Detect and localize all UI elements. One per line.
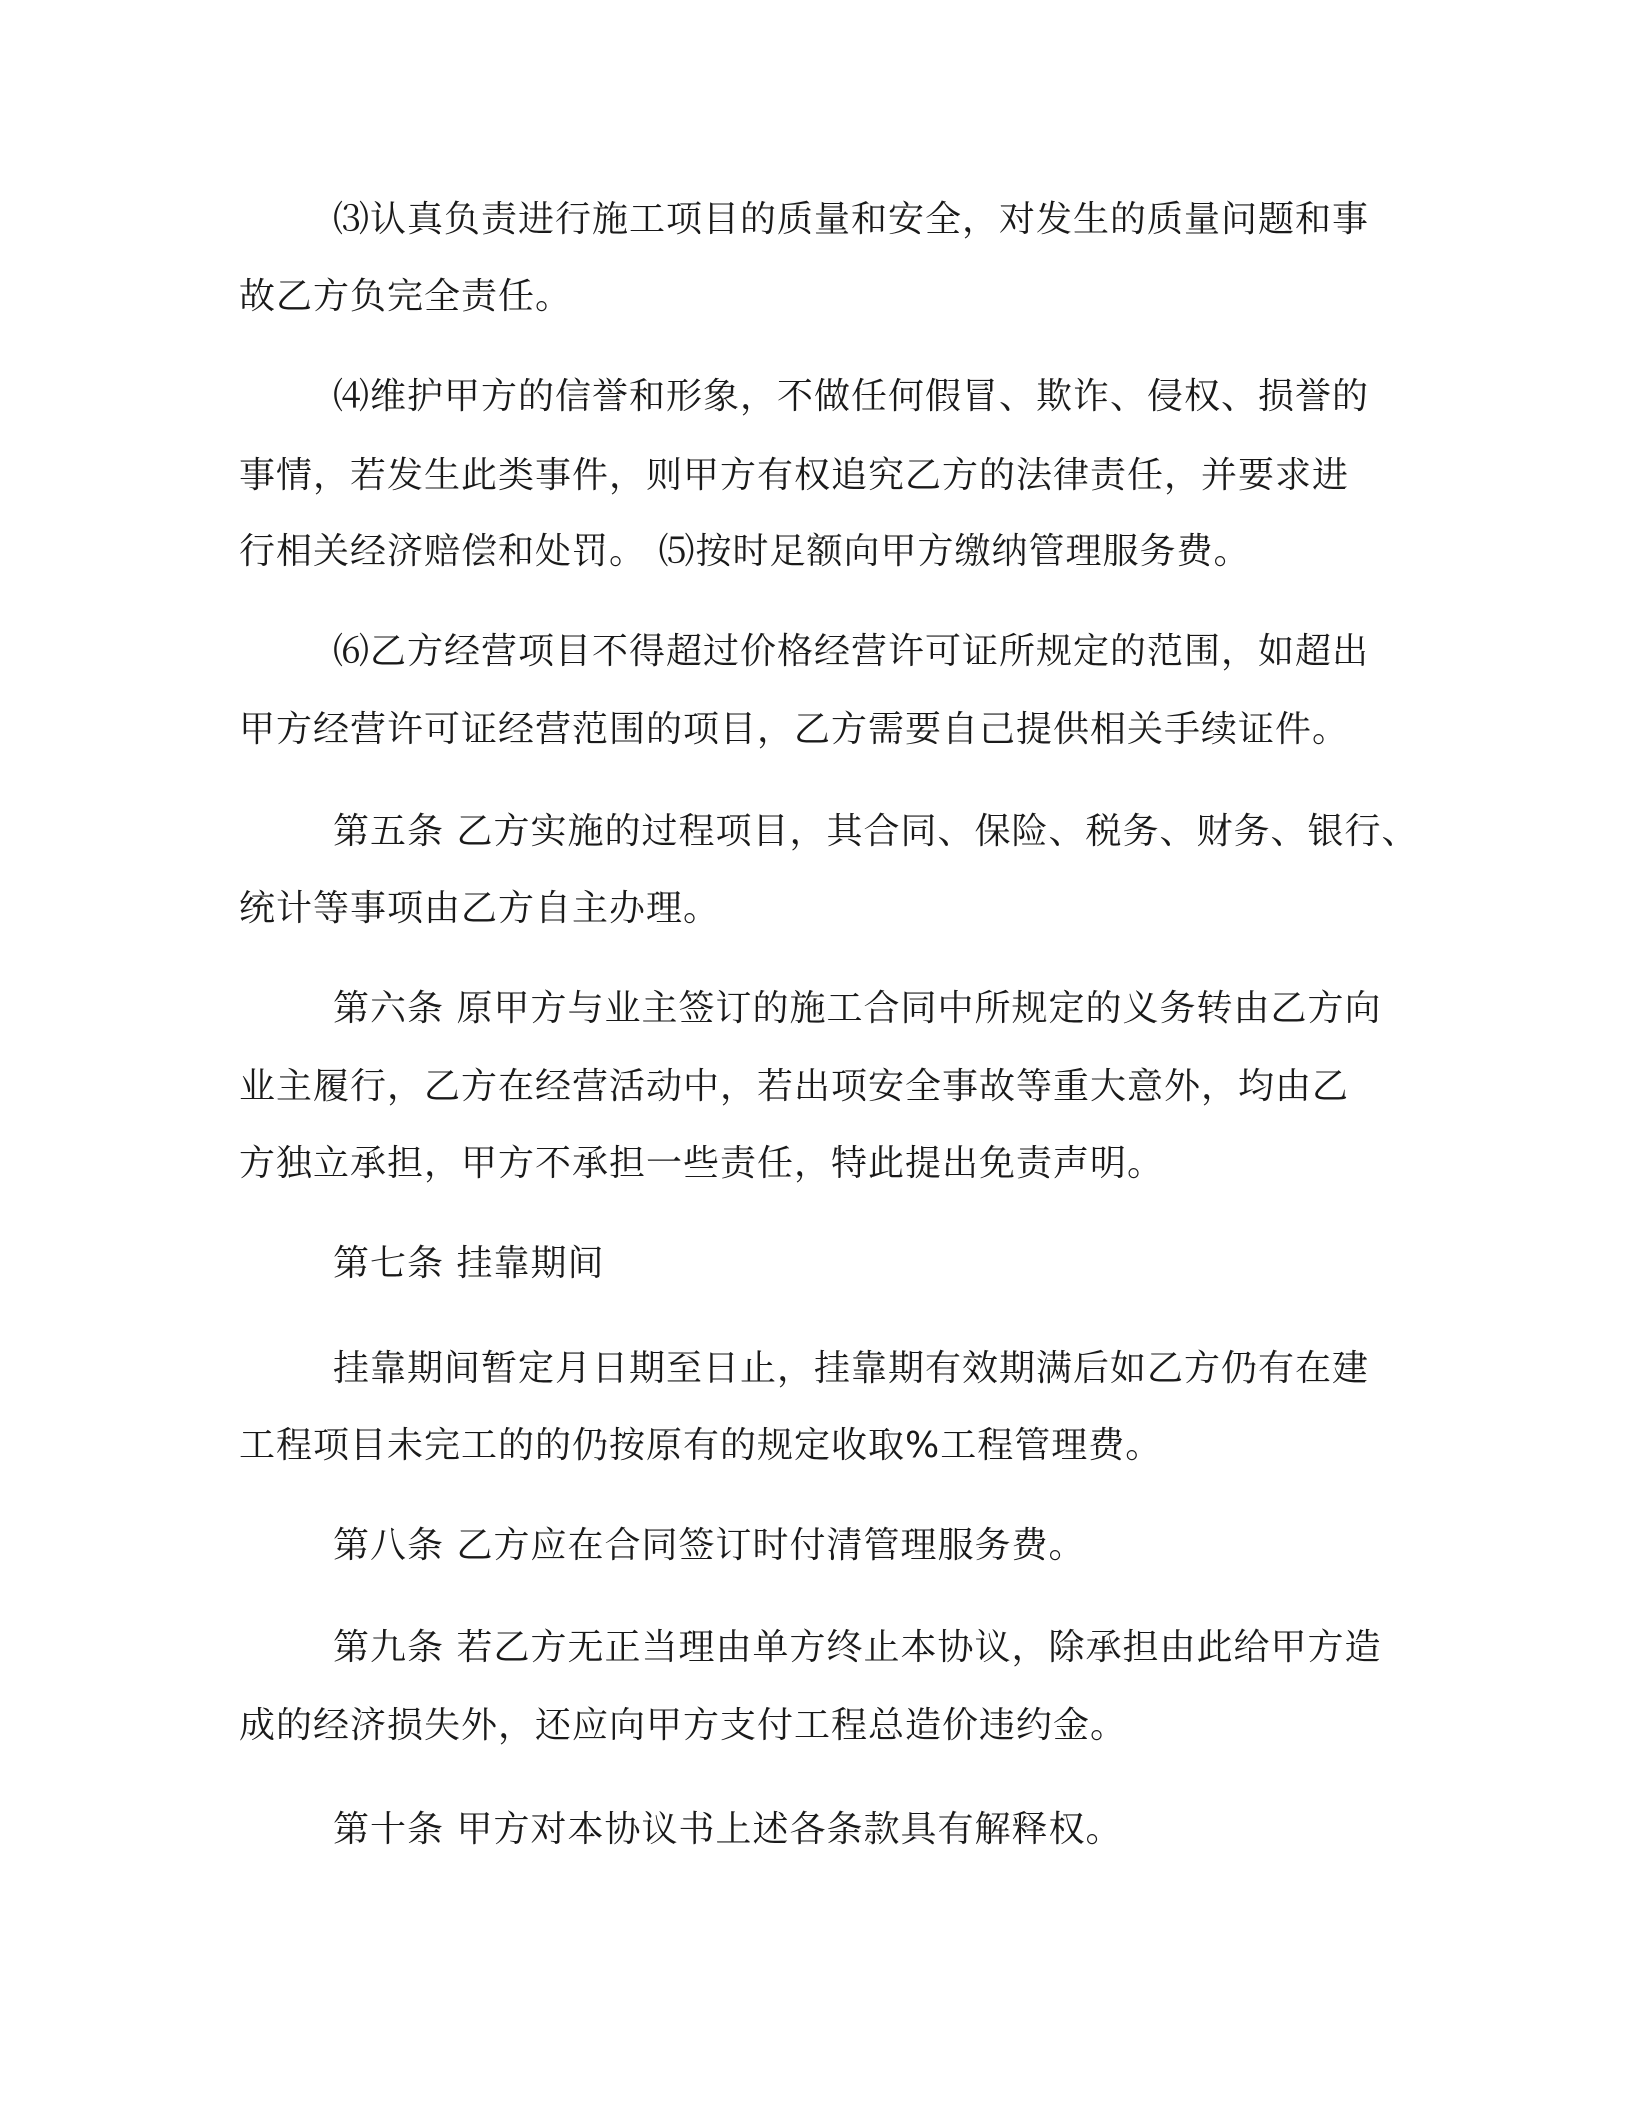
article-9-line-2: 成的经济损失外，还应向甲方支付工程总造价违约金。 <box>239 1705 1128 1746</box>
paragraph-4-line-2: 事情，若发生此类事件，则甲方有权追究乙方的法律责任，并要求进 <box>239 455 1350 496</box>
article-7-body-line-1: 挂靠期间暂定月日期至日止，挂靠期有效期满后如乙方仍有在建 <box>333 1348 1370 1389</box>
article-7-heading: 第七条 挂靠期间 <box>333 1243 605 1284</box>
article-8-line-1: 第八条 乙方应在合同签订时付清管理服务费。 <box>333 1525 1086 1566</box>
article-6-line-3: 方独立承担，甲方不承担一些责任，特此提出免责声明。 <box>239 1143 1165 1184</box>
article-6-line-1: 第六条 原甲方与业主签订的施工合同中所规定的义务转由乙方向 <box>333 988 1382 1029</box>
article-5-line-2: 统计等事项由乙方自主办理。 <box>239 888 721 929</box>
article-9-line-1: 第九条 若乙方无正当理由单方终止本协议，除承担由此给甲方造 <box>333 1627 1382 1668</box>
article-10-line-1: 第十条 甲方对本协议书上述各条款具有解释权。 <box>333 1809 1123 1850</box>
paragraph-3-line-1: ⑶认真负责进行施工项目的质量和安全，对发生的质量问题和事 <box>333 199 1370 240</box>
paragraph-6-line-1: ⑹乙方经营项目不得超过价格经营许可证所规定的范围，如超出 <box>333 631 1370 672</box>
paragraph-3-line-2: 故乙方负完全责任。 <box>239 276 573 317</box>
article-7-body-line-2: 工程项目未完工的的仍按原有的规定收取%工程管理费。 <box>239 1425 1163 1466</box>
article-6-line-2: 业主履行，乙方在经营活动中，若出项安全事故等重大意外，均由乙 <box>239 1066 1350 1107</box>
article-5-line-1: 第五条 乙方实施的过程项目，其合同、保险、税务、财务、银行、 <box>333 811 1419 852</box>
paragraph-6-line-2: 甲方经营许可证经营范围的项目，乙方需要自己提供相关手续证件。 <box>239 709 1350 750</box>
paragraph-4-line-3: 行相关经济赔偿和处罚。 ⑸按时足额向甲方缴纳管理服务费。 <box>239 531 1251 572</box>
paragraph-4-line-1: ⑷维护甲方的信誉和形象，不做任何假冒、欺诈、侵权、损誉的 <box>333 376 1370 417</box>
